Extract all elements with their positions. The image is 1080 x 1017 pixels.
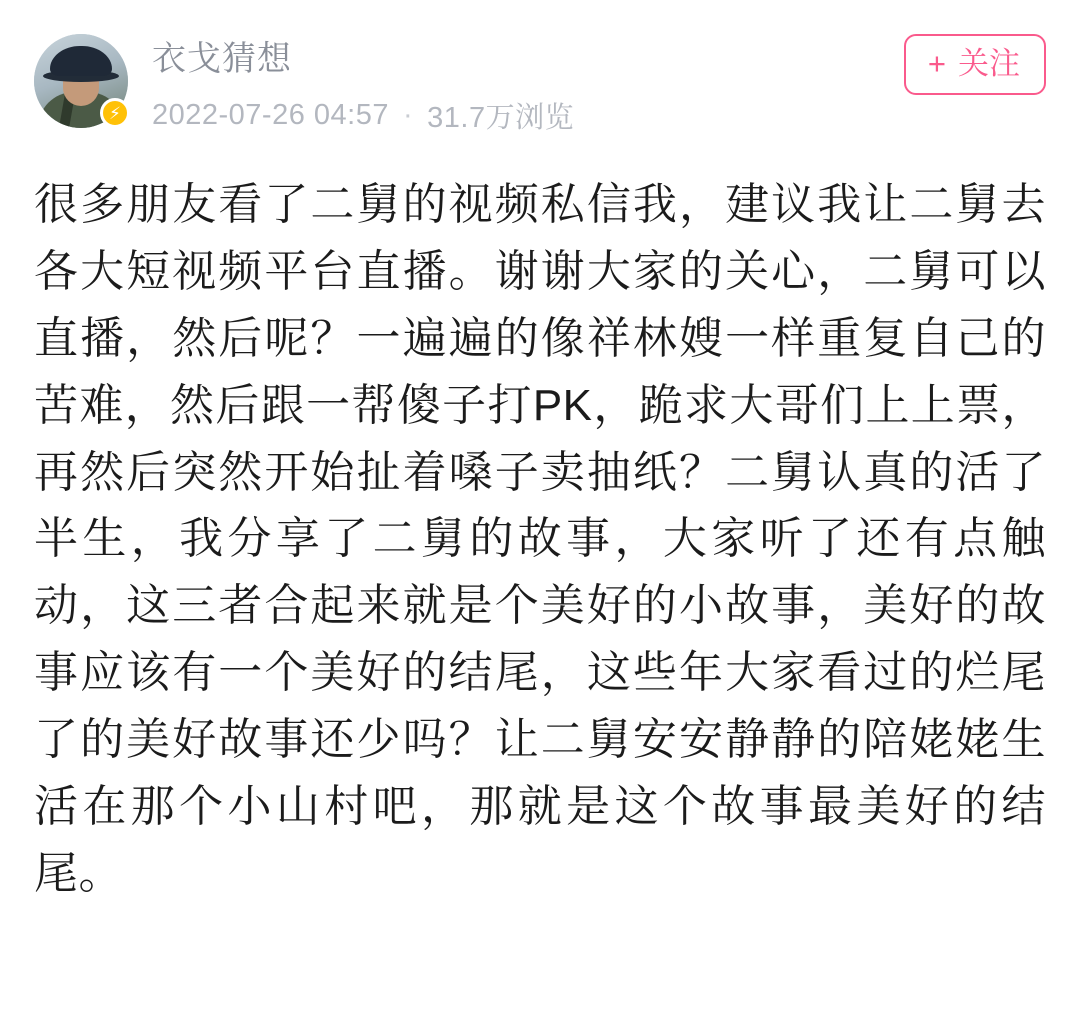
meta-separator: · (402, 98, 414, 131)
avatar[interactable] (34, 34, 128, 128)
verified-badge-icon: ⚡ (100, 98, 130, 128)
author-name[interactable]: 衣戈猜想 (152, 40, 292, 78)
post-body-text: 很多朋友看了二舅的视频私信我，建议我让二舅去各大短视频平台直播。谢谢大家的关心，二舅可以直播，然后呢？一遍遍的像祥林嫂一样重复自己的苦难，然后跟一帮傻子打PK，跪求大哥们上上票，再然后突然开始扯着嗓子卖抽纸？二舅认真的活了半生，我分享了二舅的故事，大家听了还有点触动，这三者合起来就是个美好的小故事，美好的故事应该有一个美好的结尾，这些年大家看过的烂尾了的美好故事还少吗？让二舅安安静静的陪姥姥生活在那个小山村吧，那就是这个故事最美好的结尾。 (34, 180, 1046, 898)
view-count: 31.7万浏览 (427, 101, 575, 134)
post-subline (152, 95, 574, 136)
post-timestamp: 2022-07-26 04:57 (152, 98, 389, 131)
plus-icon: + (927, 46, 946, 81)
post-meta (152, 28, 574, 136)
follow-button-label: 关注 (958, 46, 1020, 81)
post-header (34, 28, 1046, 136)
follow-button[interactable] (904, 34, 1046, 95)
